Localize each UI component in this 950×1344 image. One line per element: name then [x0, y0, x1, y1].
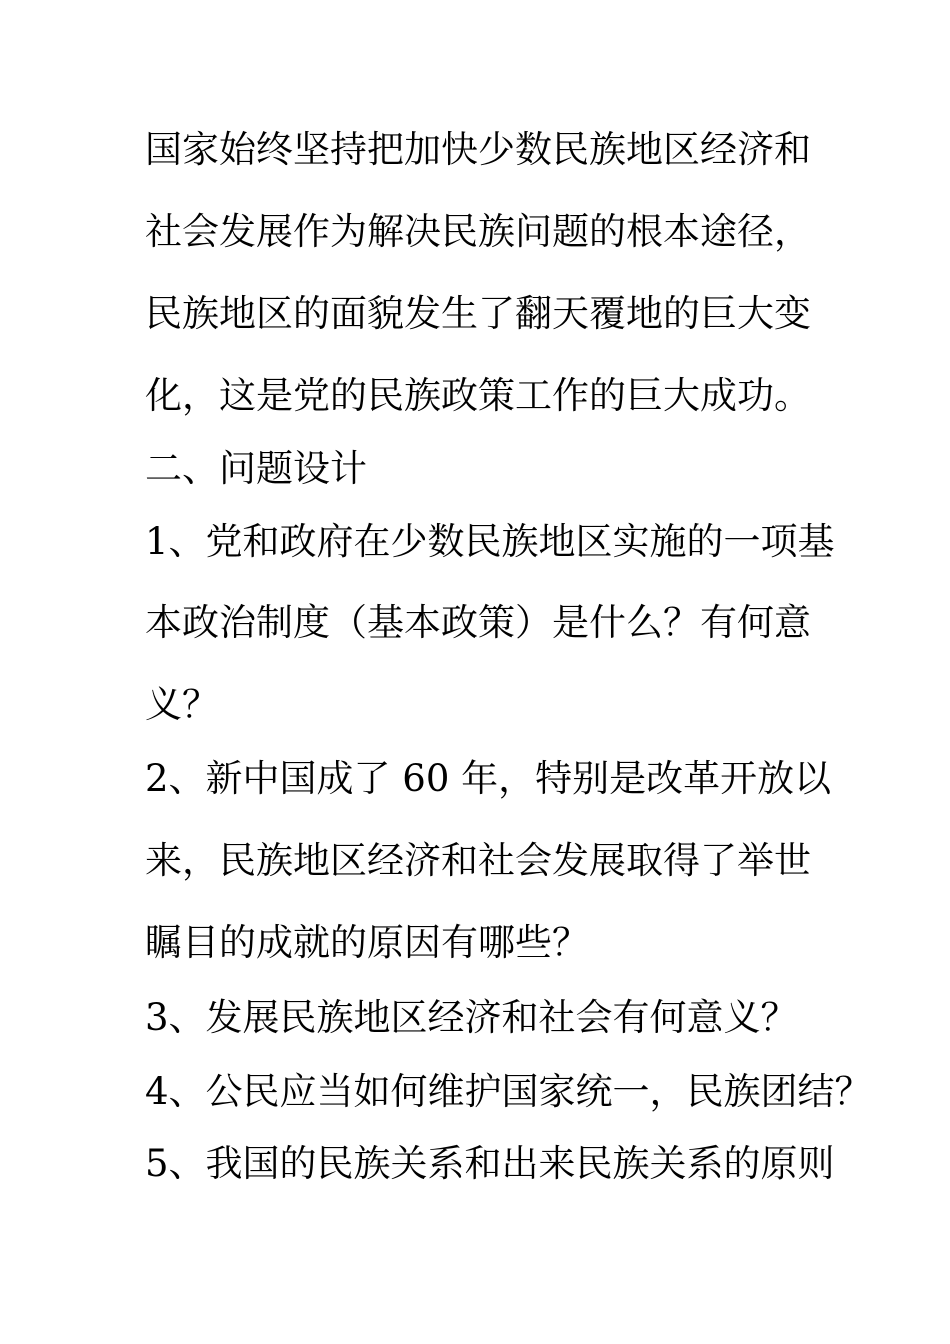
- question-line: 本政治制度（基本政策）是什么？有何意: [145, 601, 811, 644]
- question-line: 瞩目的成就的原因有哪些？: [145, 921, 589, 964]
- paragraph-line: 社会发展作为解决民族问题的根本途径，: [145, 210, 811, 253]
- question-line: 2、新中国成了 60 年，特别是改革开放以: [145, 757, 832, 800]
- question-line: 3、发展民族地区经济和社会有何意义？: [145, 996, 798, 1039]
- question-line: 义？: [145, 683, 219, 726]
- question-line: 4、公民应当如何维护国家统一，民族团结？: [145, 1070, 872, 1113]
- paragraph-line: 民族地区的面貌发生了翻天覆地的巨大变: [145, 292, 811, 335]
- question-line: 5、我国的民族关系和出来民族关系的原则: [145, 1142, 835, 1185]
- question-line: 1、党和政府在少数民族地区实施的一项基: [145, 520, 835, 563]
- section-heading: 二、问题设计: [145, 447, 367, 490]
- paragraph-line: 化，这是党的民族政策工作的巨大成功。: [145, 374, 811, 417]
- question-line: 来，民族地区经济和社会发展取得了举世: [145, 839, 811, 882]
- paragraph-line: 国家始终坚持把加快少数民族地区经济和: [145, 128, 811, 171]
